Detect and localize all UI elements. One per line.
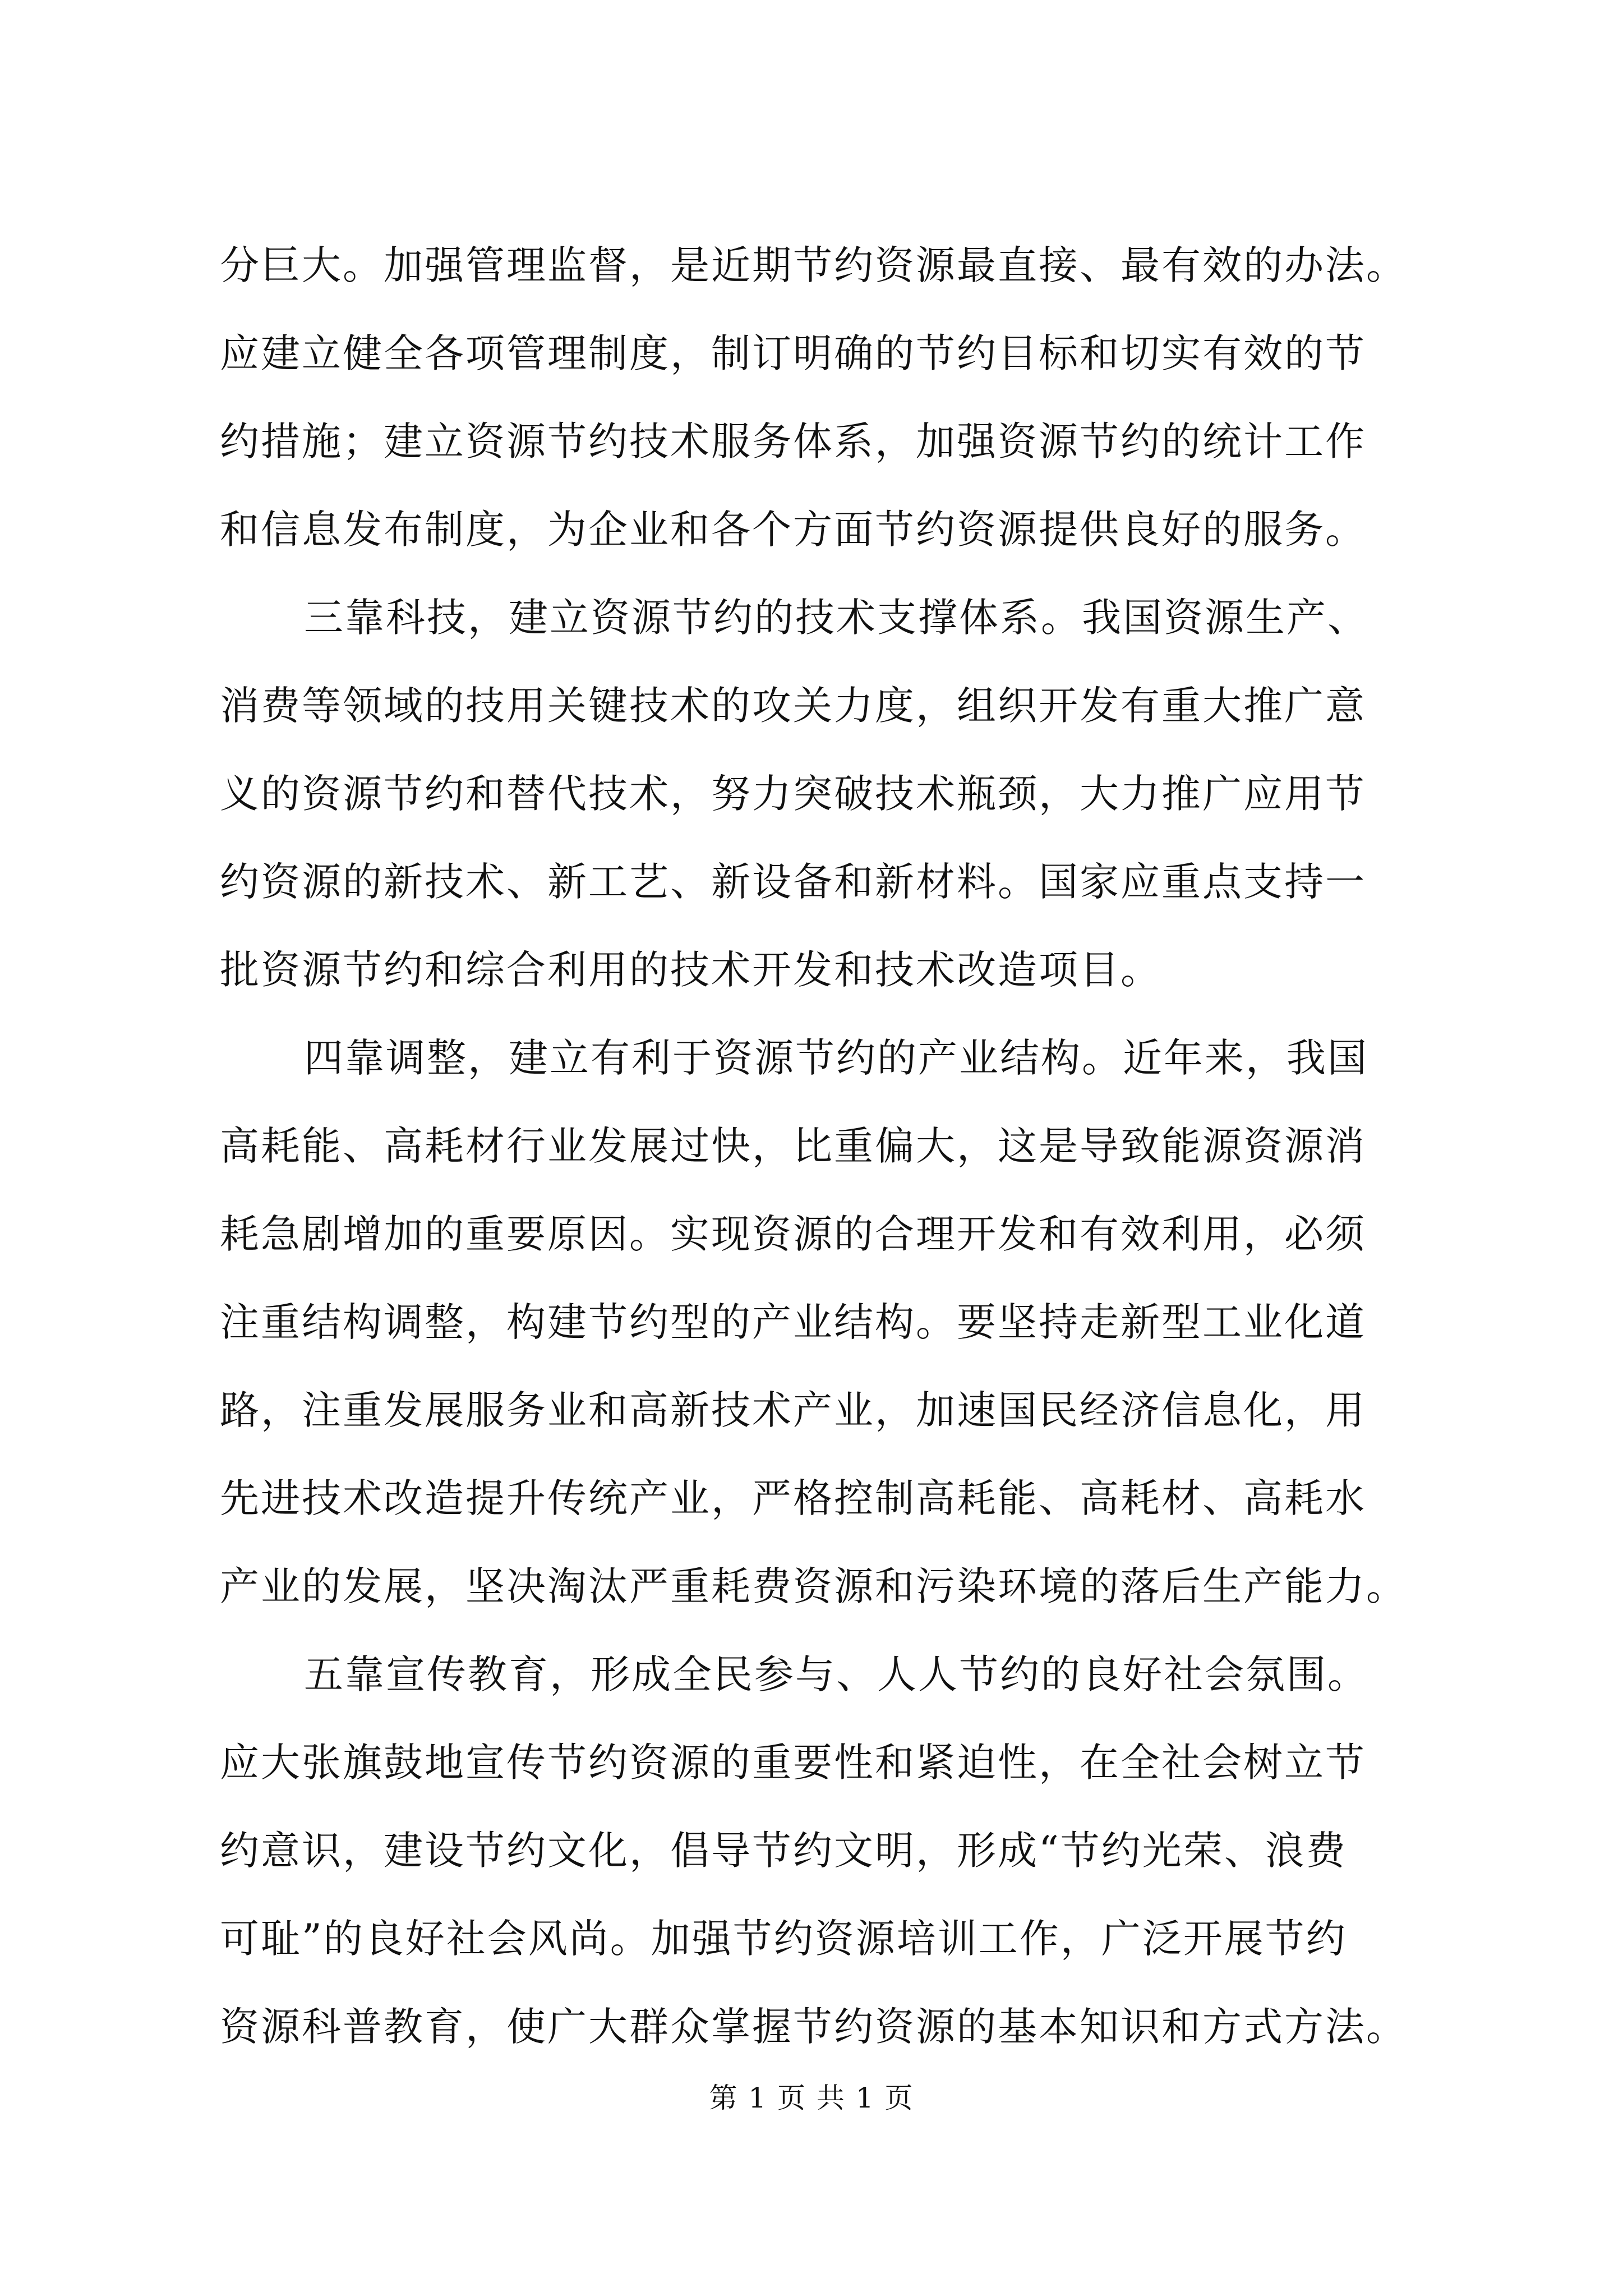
- text-line-8: 约资源的新技术、新工艺、新设备和新材料。国家应重点支持一: [220, 859, 1366, 905]
- text-line-4: 和信息发布制度，为企业和各个方面节约资源提供良好的服务。: [220, 507, 1366, 553]
- paragraph-3-first-line: 三靠科技，建立资源节约的技术支撑体系。我国资源生产、: [304, 595, 1368, 641]
- text-line-16: 产业的发展，坚决淘汰严重耗费资源和污染环境的落后生产能力。: [220, 1563, 1407, 1609]
- text-line-21: 资源科普教育，使广大群众掌握节约资源的基本知识和方式方法。: [220, 2004, 1407, 2050]
- text-line-2: 应建立健全各项管理制度，制订明确的节约目标和切实有效的节: [220, 330, 1366, 376]
- text-line-6: 消费等领域的技用关键技术的攻关力度，组织开发有重大推广意: [220, 683, 1366, 729]
- text-line-9: 批资源节约和综合利用的技术开发和技术改造项目。: [220, 947, 1161, 993]
- document-body: [220, 222, 1414, 2071]
- text-line-19: 约意识，建设节约文化，倡导节约文明，形成“节约光荣、浪费: [220, 1828, 1347, 1874]
- text-line-12: 耗急剧增加的重要原因。实现资源的合理开发和有效利用，必须: [220, 1211, 1366, 1257]
- page-number-footer: 第 1 页 共 1 页: [709, 2082, 914, 2114]
- text-line-14: 路，注重发展服务业和高新技术产业，加速国民经济信息化，用: [220, 1387, 1366, 1433]
- paragraph-4-first-line: 四靠调整，建立有利于资源节约的产业结构。近年来，我国: [304, 1035, 1368, 1081]
- text-line-3: 约措施；建立资源节约技术服务体系，加强资源节约的统计工作: [220, 418, 1366, 464]
- text-line-20: 可耻”的良好社会风尚。加强节约资源培训工作，广泛开展节约: [220, 1916, 1347, 1962]
- text-line-11: 高耗能、高耗材行业发展过快，比重偏大，这是导致能源资源消: [220, 1123, 1366, 1169]
- text-line-15: 先进技术改造提升传统产业，严格控制高耗能、高耗材、高耗水: [220, 1475, 1366, 1521]
- text-line-18: 应大张旗鼓地宣传节约资源的重要性和紧迫性，在全社会树立节: [220, 1740, 1366, 1786]
- text-line-13: 注重结构调整，构建节约型的产业结构。要坚持走新型工业化道: [220, 1299, 1366, 1345]
- paragraph-5-first-line: 五靠宣传教育，形成全民参与、人人节约的良好社会氛围。: [304, 1651, 1368, 1697]
- text-line-1: 分巨大。加强管理监督，是近期节约资源最直接、最有效的办法。: [220, 242, 1407, 288]
- text-line-7: 义的资源节约和替代技术，努力突破技术瓶颈，大力推广应用节: [220, 771, 1366, 817]
